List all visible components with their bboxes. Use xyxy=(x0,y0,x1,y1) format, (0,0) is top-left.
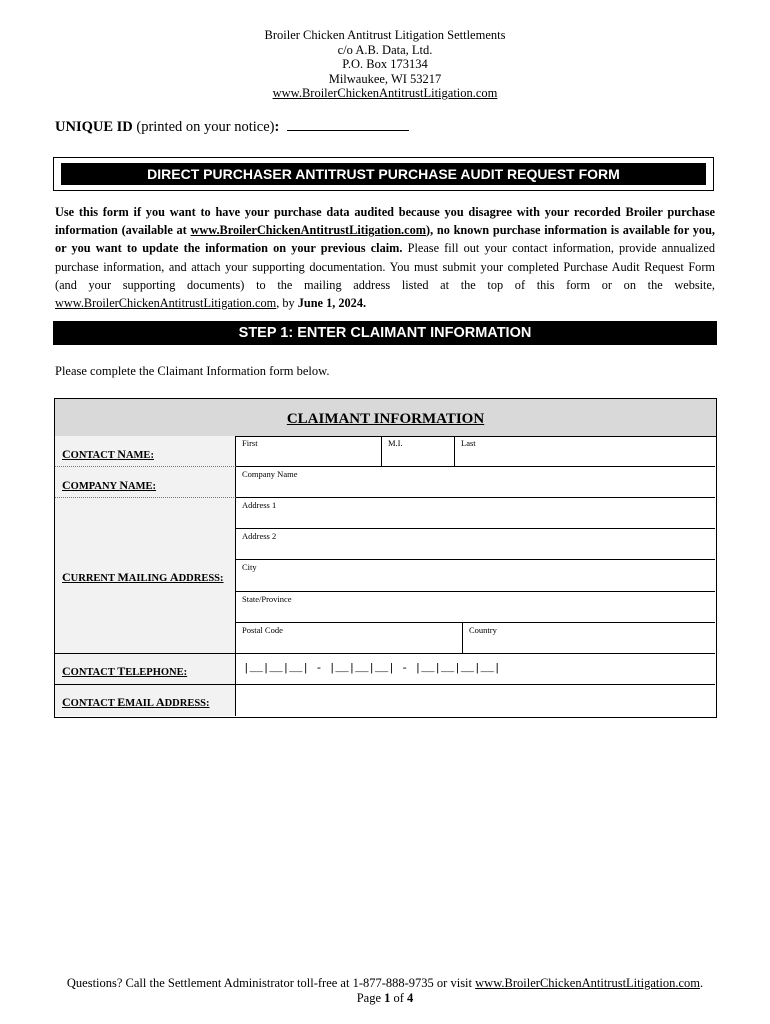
intro-normal-1: Please fill out your contact information, provide annualized purchase information, and attach your supporting documentation. You must submit your completed Purchase Audit Request Form (and your supporting documents) to the mailing address listed at the top of this form or on the website, xyxy=(55,241,715,292)
complete-instruction: Please complete the Claimant Information form below. xyxy=(55,364,330,378)
unique-id-field[interactable] xyxy=(287,118,409,131)
unique-id-note: (printed on your notice) xyxy=(136,119,275,135)
claimant-information-table xyxy=(54,398,717,718)
page-footer xyxy=(0,976,770,1006)
last-name-caption: Last xyxy=(461,438,476,448)
header-line-3: P.O. Box 173134 xyxy=(342,57,428,71)
header-line-4: Milwaukee, WI 53217 xyxy=(328,71,442,86)
state-province-field[interactable] xyxy=(236,592,715,623)
intro-deadline: June 1, 2024. xyxy=(297,296,367,311)
intro-normal-link[interactable]: www.BroilerChickenAntitrustLitigation.com xyxy=(55,296,277,311)
company-name-caption: Company Name xyxy=(242,469,298,479)
contact-name-label: CONTACT NAME: xyxy=(55,436,236,467)
claimant-table-title: CLAIMANT INFORMATION xyxy=(55,399,716,437)
company-name-label: COMPANY NAME: xyxy=(55,467,236,498)
header-website-link[interactable]: www.BroilerChickenAntitrustLitigation.com xyxy=(272,86,498,100)
step-1-heading: STEP 1: ENTER CLAIMANT INFORMATION xyxy=(53,321,717,345)
company-name-field[interactable] xyxy=(236,467,715,498)
city-field[interactable] xyxy=(236,560,715,592)
first-name-caption: First xyxy=(242,438,258,448)
unique-id-line xyxy=(55,118,409,136)
form-title: DIRECT PURCHASER ANTITRUST PURCHASE AUDIT REQUEST FORM xyxy=(61,163,706,185)
telephone-digit-boxes: |__|__|__| - |__|__|__| - |__|__|__|__| xyxy=(243,663,501,675)
postal-code-field[interactable] xyxy=(236,623,462,654)
contact-email-label: CONTACT EMAIL ADDRESS: xyxy=(55,685,236,716)
intro-paragraph xyxy=(55,203,715,312)
city-caption: City xyxy=(242,562,257,572)
footer-website-link[interactable]: www.BroilerChickenAntitrustLitigation.com xyxy=(475,976,700,990)
postal-code-caption: Postal Code xyxy=(242,625,283,635)
address-2-field[interactable] xyxy=(236,529,715,560)
last-name-field[interactable] xyxy=(455,436,715,467)
mailing-header xyxy=(0,28,770,101)
middle-initial-field[interactable] xyxy=(382,436,454,467)
address-1-caption: Address 1 xyxy=(242,500,277,510)
state-province-caption: State/Province xyxy=(242,594,292,604)
footer-text: Questions? Call the Settlement Administrator toll-free at 1-877-888-9735 or visit xyxy=(66,976,476,990)
intro-bold-2: ), no known purchase information is available for you, or you want to update the information on your previous claim. xyxy=(55,223,715,256)
address-2-caption: Address 2 xyxy=(242,531,277,541)
address-1-field[interactable] xyxy=(236,498,715,529)
intro-bold-link[interactable]: www.BroilerChickenAntitrustLitigation.com xyxy=(190,223,426,238)
form-title-box xyxy=(53,157,714,191)
middle-initial-caption: M.I. xyxy=(388,438,403,448)
footer-period: . xyxy=(700,976,704,990)
header-line-2: c/o A.B. Data, Ltd. xyxy=(337,42,433,57)
email-field[interactable] xyxy=(236,685,715,716)
country-field[interactable] xyxy=(463,623,715,654)
page-number: Page 1 of 4 xyxy=(356,991,414,1005)
country-caption: Country xyxy=(469,625,497,635)
mailing-address-label: CURRENT MAILING ADDRESS: xyxy=(55,498,236,654)
unique-id-label: UNIQUE ID xyxy=(55,119,133,135)
first-name-field[interactable] xyxy=(236,436,381,467)
intro-bold-1: Use this form if you want to have your purchase data audited because you disagree with your recorded Broiler purchase information (available at xyxy=(55,205,715,238)
contact-telephone-label: CONTACT TELEPHONE: xyxy=(55,654,236,685)
intro-normal-2: , by xyxy=(276,296,298,311)
unique-id-colon: : xyxy=(274,119,280,135)
header-line-1: Broiler Chicken Antitrust Litigation Settlements xyxy=(264,28,506,42)
